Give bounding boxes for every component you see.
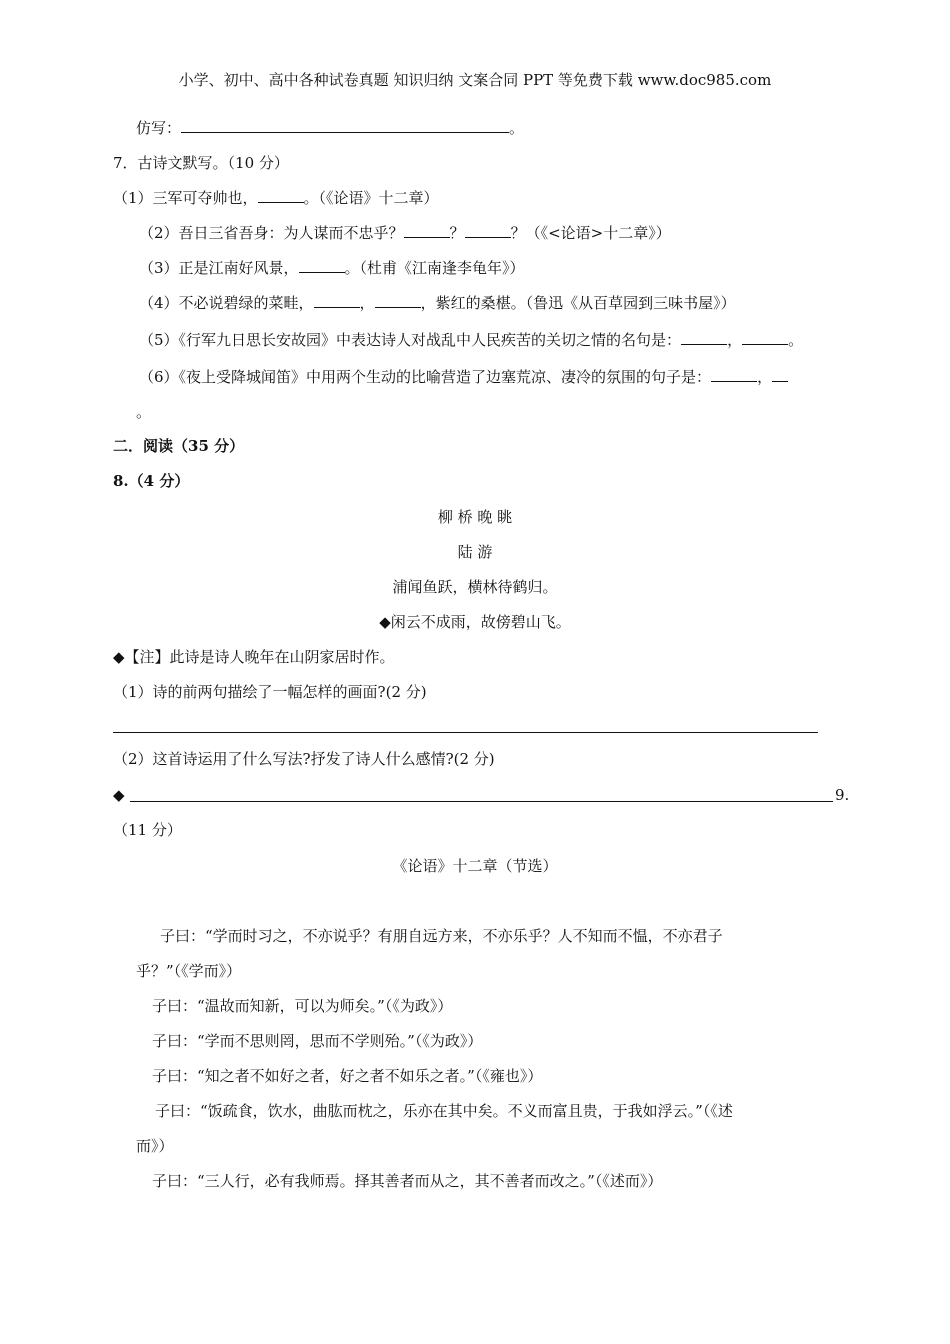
q7-item-1: （1）三军可夺帅也， 。（《论语》十二章） [113,189,439,207]
imitation-line: 仿写： 。 [136,119,525,137]
q7-item-4-blank-1[interactable] [314,293,360,308]
analects-para-1b: 乎？”（《学而》） [136,962,242,980]
poem-author: 陆 游 [457,543,493,561]
imitation-blank[interactable] [181,118,509,133]
q7-item-6-blank-2[interactable] [772,367,788,382]
q7-item-6-blank-1[interactable] [711,367,757,382]
poem-line-2: ◆闲云不成雨，故傍碧山飞。 [379,613,571,631]
analects-para-6: 子曰：“三人行，必有我师焉。择其善者而从之，其不善者而改之。”（《述而》） [152,1172,663,1190]
page-header: 小学、初中、高中各种试卷真题 知识归纳 文案合同 PPT 等免费下载 www.doc985.com [178,71,772,89]
q7-item-3-blank[interactable] [299,258,345,273]
poem-title: 柳 桥 晚 眺 [437,508,513,526]
q8-sub-2: （2）这首诗运用了什么写法?抒发了诗人什么感情?(2 分) [113,750,495,768]
q7-item-4-blank-2[interactable] [375,293,421,308]
q7-item-1-blank[interactable] [258,188,304,203]
q8-sub-1-answer-line[interactable] [113,732,818,733]
q7-item-5: （5）《行军九日思长安故园》中表达诗人对战乱中人民疾苦的关切之情的名句是： ， 。 [139,331,804,349]
analects-para-2: 子曰：“温故而知新，可以为师矣。”（《为政》） [152,997,453,1015]
analects-para-3: 子曰：“学而不思则罔，思而不学则殆。”（《为政》） [152,1032,483,1050]
q7-item-5-blank-1[interactable] [681,330,727,345]
q9-title: 《论语》十二章（节选） [392,857,558,875]
q7-item-2-blank-2[interactable] [465,223,511,238]
analects-para-5b: 而》） [136,1137,174,1155]
diamond-marker: ◆ [113,786,125,804]
q8-sub-1: （1）诗的前两句描绘了一幅怎样的画面?(2 分) [113,683,427,701]
poem-line-1: 浦闻鱼跃，横林待鹤归。 [392,578,558,596]
q8-sub-2-answer-line[interactable] [130,801,833,802]
q7-item-4: （4）不必说碧绿的菜畦， ， ，紫红的桑椹。（鲁迅《从百草园到三味书屋》） [139,294,736,312]
analects-para-4: 子曰：“知之者不如好之者，好之者不如乐之者。”（《雍也》） [152,1067,543,1085]
q7-item-6-end: 。 [136,403,152,421]
section-2-heading: 二．阅读（35 分） [113,437,245,455]
q9-score: （11 分） [113,821,182,839]
q7-item-5-blank-2[interactable] [742,330,788,345]
imitation-label: 仿写： [136,119,182,137]
q7-item-2: （2）吾日三省吾身：为人谋而不忠乎？ ？ ？（《<论语>十二章》） [139,224,671,242]
q7-item-2-blank-1[interactable] [404,223,450,238]
q9-number: 9. [835,786,850,804]
analects-para-1a: 子曰：“学而时习之，不亦说乎？有朋自远方来，不亦乐乎？人不知而不愠，不亦君子 [160,927,723,945]
analects-para-5a: 子曰：“饭疏食，饮水，曲肱而枕之，乐亦在其中矣。不义而富且贵，于我如浮云。”（《述 [155,1102,733,1120]
poem-note: ◆【注】此诗是诗人晚年在山阴家居时作。 [113,648,395,666]
q7-item-3: （3）正是江南好风景， 。（杜甫《江南逢李龟年》） [139,259,525,277]
q7-item-6: （6）《夜上受降城闻笛》中用两个生动的比喻营造了边塞荒凉、凄冷的氛围的句子是： ， [139,367,788,387]
q8-title: 8.（4 分） [113,472,190,490]
q7-title: 7．古诗文默写。（10 分） [113,154,289,172]
